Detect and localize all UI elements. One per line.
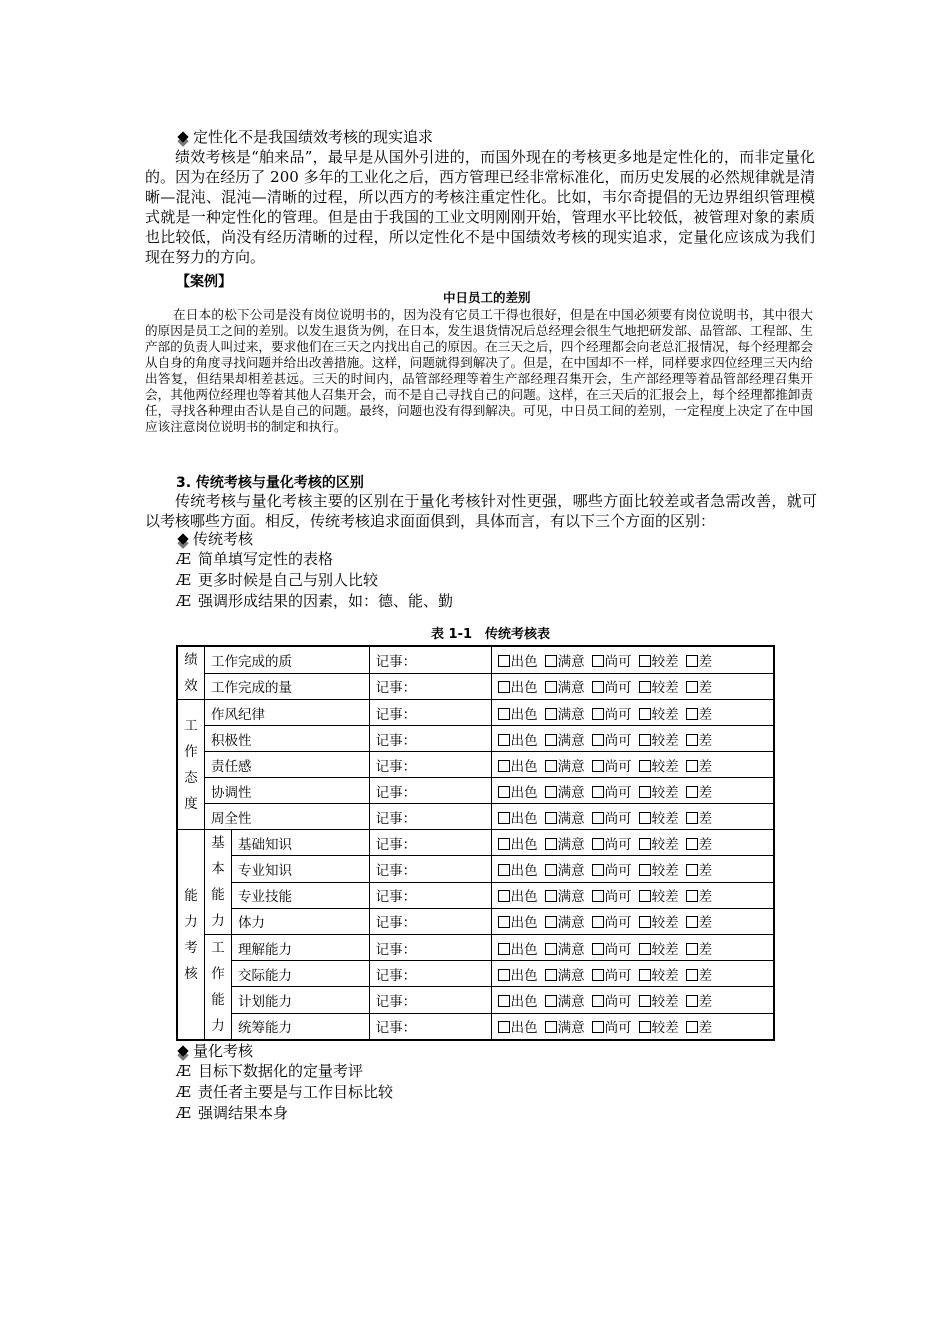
checkbox[interactable] [639,838,651,850]
checkbox[interactable] [545,1021,557,1033]
table-row [177,961,774,987]
note-cell [369,700,491,726]
section3-heading: 3. 传统考核与量化考核的区别 [176,475,364,491]
ae-bullet-icon: Æ [176,592,192,610]
item-cell: 积极性 [205,726,370,752]
traditional-label-text: 传统考核 [193,530,254,548]
rating-label: 尚可 [604,862,632,879]
checkbox[interactable] [592,786,604,798]
checkbox[interactable] [545,760,557,772]
table-row [177,700,774,726]
group-cell-performance [177,646,205,700]
item-cell: 周全性 [205,804,370,830]
ae-bullet-icon: Æ [176,1062,192,1080]
checkbox[interactable] [498,786,510,798]
checkbox[interactable] [639,786,651,798]
diamond-bullet-icon [177,131,188,142]
checkbox[interactable] [639,916,651,928]
note-cell [369,908,491,934]
rating-label: 出色 [510,889,538,906]
rating-cell [491,830,774,856]
ae-bullet-icon: Æ [176,550,192,568]
case-title: 中日员工的差别 [443,290,531,305]
rating-label: 满意 [557,784,585,801]
table-row [177,646,774,673]
checkbox[interactable] [545,734,557,746]
checkbox[interactable] [498,760,510,772]
rating-label: 出色 [510,758,538,775]
rating-label: 满意 [557,889,585,906]
checkbox[interactable] [498,812,510,824]
case-label: 【案例】 [176,274,232,290]
vertical-char: 绩 [184,652,198,668]
note-cell [369,752,491,778]
case-text: 在日本的松下公司是没有岗位说明书的，因为没有它员工干得也很好，但是在中国必须要有岗位说明书，其中很大的原因是员工之间的差别。以发生退货为例，在日本，发生退货情况后总经理会很生气地把研发部、品管部、工程部、生产部的负责人叫过来，要求他们在三天之内找出自己的原因。在三天之后，四个经理都会向老总汇报情况，每个经理都会从自身的角度寻找问题并给出改善措施。这样，问题就得到解决了。但是，在中国却不一样，同样要求四位经理三天内给出答复，但结果却相差甚远。三天的时间内，品管部经理等着生产部经理召集开会，生产部经理等着品管部经理召集开会，其他两位经理也等着其他人召集开会，而不是自己寻找自己的问题。这样，在三天后的汇报会上，每个经理都推卸责任，寻找各种理由否认是自己的问题。最终，问题也没有得到解决。可见，中日员工间的差别，一定程度上决定了在中国应该注意岗位说明书的制定和执行。 [145,307,813,434]
checkbox[interactable] [545,786,557,798]
rating-label: 差 [698,967,713,984]
table-row [177,752,774,778]
rating-label: 较差 [651,810,679,827]
note-label: 记事： [375,941,417,958]
note-label: 记事： [375,994,417,1011]
checkbox[interactable] [686,890,698,902]
checkbox[interactable] [592,969,604,981]
rating-label: 满意 [557,810,585,827]
checkbox[interactable] [686,812,698,824]
rating-cell [491,646,774,673]
note-label: 记事： [375,784,417,801]
checkbox[interactable] [686,838,698,850]
checkbox[interactable] [686,708,698,720]
table-caption: 表 1-1 传统考核表 [431,627,551,642]
checkbox[interactable] [639,943,651,955]
checkbox[interactable] [545,890,557,902]
rating-label: 出色 [510,994,538,1011]
rating-label: 满意 [557,994,585,1011]
rating-label: 较差 [651,732,679,749]
list-item [176,1082,393,1102]
rating-label: 出色 [510,732,538,749]
note-cell [369,856,491,882]
section-heading-text: 定性化不是我国绩效考核的现实追求 [193,128,434,146]
rating-cell [491,700,774,726]
checkbox[interactable] [545,838,557,850]
checkbox[interactable] [545,995,557,1007]
rating-cell [491,673,774,700]
note-label: 记事： [375,810,417,827]
rating-cell [491,987,774,1013]
vertical-char: 力 [211,1018,225,1034]
rating-label: 尚可 [604,915,632,932]
item-cell: 工作完成的质 [205,646,370,673]
rating-cell [491,961,774,987]
rating-label: 满意 [557,836,585,853]
checkbox[interactable] [686,916,698,928]
checkbox[interactable] [592,864,604,876]
diamond-bullet-icon [177,533,188,544]
rating-label: 差 [698,732,713,749]
rating-label: 出色 [510,862,538,879]
rating-label: 出色 [510,1020,538,1037]
list-item-text: 简单填写定性的表格 [198,550,334,568]
rating-cell [491,1013,774,1040]
list-item [176,591,453,611]
rating-label: 较差 [651,889,679,906]
table-row [177,804,774,830]
item-cell: 专业技能 [232,882,370,908]
vertical-char: 度 [184,795,198,812]
rating-label: 尚可 [604,1020,632,1037]
rating-cell [491,856,774,882]
checkbox[interactable] [545,864,557,876]
rating-cell [491,804,774,830]
checkbox[interactable] [686,864,698,876]
list-item [176,1061,363,1081]
checkbox[interactable] [639,734,651,746]
rating-label: 尚可 [604,653,632,670]
rating-label: 较差 [651,653,679,670]
checkbox[interactable] [639,995,651,1007]
ae-bullet-icon: Æ [176,1083,192,1101]
checkbox[interactable] [498,995,510,1007]
checkbox[interactable] [639,890,651,902]
rating-label: 较差 [651,967,679,984]
checkbox[interactable] [592,812,604,824]
item-cell: 作风纪律 [205,700,370,726]
rating-label: 较差 [651,706,679,723]
note-cell [369,673,491,700]
ae-bullet-icon: Æ [176,1104,192,1122]
checkbox[interactable] [639,760,651,772]
rating-label: 出色 [510,915,538,932]
table-row [177,830,774,856]
rating-label: 尚可 [604,836,632,853]
item-cell: 统筹能力 [232,1013,370,1040]
rating-label: 尚可 [604,680,632,697]
note-cell [369,778,491,804]
rating-label: 差 [698,706,713,723]
rating-label: 差 [698,653,713,670]
checkbox[interactable] [686,786,698,798]
rating-label: 较差 [651,915,679,932]
group-cell-ability [177,830,205,1041]
note-cell [369,1013,491,1040]
checkbox[interactable] [498,943,510,955]
rating-cell [491,935,774,961]
rating-cell [491,752,774,778]
note-label: 记事： [375,653,417,670]
checkbox[interactable] [686,943,698,955]
note-cell [369,987,491,1013]
list-item-text: 更多时候是自己与别人比较 [198,571,379,589]
rating-label: 满意 [557,941,585,958]
note-label: 记事： [375,706,417,723]
vertical-char: 工 [211,940,225,956]
rating-cell [491,882,774,908]
checkbox[interactable] [545,655,557,667]
vertical-char: 能 [211,887,225,903]
vertical-char: 本 [211,861,225,877]
checkbox[interactable] [545,969,557,981]
traditional-label [176,529,253,549]
checkbox[interactable] [498,838,510,850]
rating-label: 尚可 [604,994,632,1011]
rating-label: 出色 [510,706,538,723]
checkbox[interactable] [639,655,651,667]
list-item [176,549,333,569]
rating-label: 较差 [651,1020,679,1037]
quantified-label [176,1041,253,1061]
note-label: 记事： [375,732,417,749]
item-cell: 基础知识 [232,830,370,856]
note-label: 记事： [375,862,417,879]
rating-label: 差 [698,758,713,775]
rating-label: 满意 [557,915,585,932]
rating-cell [491,778,774,804]
rating-label: 出色 [510,784,538,801]
rating-label: 差 [698,810,713,827]
note-cell [369,882,491,908]
group-cell-work-ability [205,935,232,1041]
rating-label: 尚可 [604,810,632,827]
checkbox[interactable] [592,708,604,720]
checkbox[interactable] [498,655,510,667]
checkbox[interactable] [592,890,604,902]
list-item-text: 强调结果本身 [198,1104,289,1122]
table-row [177,908,774,934]
diamond-bullet-icon [177,1045,188,1056]
checkbox[interactable] [498,1021,510,1033]
table-row [177,1013,774,1040]
rating-label: 出色 [510,967,538,984]
rating-label: 尚可 [604,706,632,723]
qualitative-paragraph: 绩效考核是“舶来品”，最早是从国外引进的，而国外现在的考核更多地是定性化的，而非定量化的。因为在经历了 200 多年的工业化之后，西方管理已经非常标准化，而历史发展的必然规律就是清晰—混沌、混沌—清晰的过程，所以西方的考核注重定性化。比如，韦尔奇提倡的无边界组织管理模式就是一种定性化的管理。但是由于我国的工业文明刚刚开始，管理水平比较低，被管理对象的素质也比较低，尚没有经历清晰的过程，所以定性化不是中国绩效考核的现实追求，定量化应该成为我们现在努力的方向。 [145,148,815,266]
checkbox[interactable] [686,969,698,981]
checkbox[interactable] [686,734,698,746]
checkbox[interactable] [498,969,510,981]
checkbox[interactable] [592,734,604,746]
rating-label: 差 [698,994,713,1011]
rating-label: 满意 [557,706,585,723]
vertical-char: 工 [184,717,198,734]
checkbox[interactable] [686,760,698,772]
vertical-char: 能 [184,887,198,904]
checkbox[interactable] [686,1021,698,1033]
checkbox[interactable] [592,838,604,850]
checkbox[interactable] [498,916,510,928]
rating-cell [491,908,774,934]
section-heading-qualitative [176,127,433,147]
checkbox[interactable] [592,1021,604,1033]
checkbox[interactable] [592,681,604,693]
rating-label: 出色 [510,941,538,958]
checkbox[interactable] [498,864,510,876]
checkbox[interactable] [498,681,510,693]
note-label: 记事： [375,967,417,984]
note-label: 记事： [375,889,417,906]
list-item-text: 目标下数据化的定量考评 [198,1062,364,1080]
rating-label: 较差 [651,758,679,775]
rating-label: 满意 [557,680,585,697]
vertical-char: 作 [184,743,198,760]
checkbox[interactable] [639,1021,651,1033]
vertical-char: 基 [211,835,225,851]
vertical-char: 力 [184,913,198,930]
checkbox[interactable] [686,681,698,693]
evaluation-table [176,645,775,1041]
vertical-char: 作 [211,966,225,982]
vertical-char: 考 [184,939,198,956]
checkbox[interactable] [545,916,557,928]
vertical-char: 核 [184,965,198,982]
checkbox[interactable] [639,969,651,981]
rating-label: 差 [698,1020,713,1037]
item-cell: 交际能力 [232,961,370,987]
list-item [176,570,378,590]
note-cell [369,935,491,961]
rating-label: 满意 [557,653,585,670]
table-row [177,673,774,700]
note-label: 记事： [375,836,417,853]
rating-label: 满意 [557,1020,585,1037]
rating-label: 差 [698,862,713,879]
table-row [177,726,774,752]
item-cell: 责任感 [205,752,370,778]
item-cell: 专业知识 [232,856,370,882]
rating-label: 尚可 [604,941,632,958]
checkbox[interactable] [545,943,557,955]
rating-label: 差 [698,784,713,801]
rating-label: 差 [698,941,713,958]
list-item [176,1103,288,1123]
checkbox[interactable] [498,708,510,720]
list-item-text: 责任者主要是与工作目标比较 [198,1083,394,1101]
group-cell-basic-ability [205,830,232,935]
item-cell: 协调性 [205,778,370,804]
ae-bullet-icon: Æ [176,571,192,589]
rating-label: 尚可 [604,889,632,906]
list-item-text: 强调形成结果的因素，如：德、能、勤 [198,592,454,610]
checkbox[interactable] [639,864,651,876]
table-row [177,856,774,882]
checkbox[interactable] [686,995,698,1007]
rating-label: 尚可 [604,784,632,801]
rating-label: 差 [698,915,713,932]
checkbox[interactable] [592,916,604,928]
rating-label: 满意 [557,862,585,879]
checkbox[interactable] [592,760,604,772]
checkbox[interactable] [498,734,510,746]
rating-label: 较差 [651,994,679,1011]
vertical-char: 力 [211,913,225,929]
rating-label: 尚可 [604,732,632,749]
group-cell-attitude [177,700,205,830]
note-cell [369,726,491,752]
checkbox[interactable] [545,812,557,824]
rating-label: 满意 [557,732,585,749]
note-cell [369,646,491,673]
checkbox[interactable] [686,655,698,667]
checkbox[interactable] [639,812,651,824]
note-label: 记事： [375,680,417,697]
rating-label: 出色 [510,836,538,853]
note-cell [369,830,491,856]
table-row [177,987,774,1013]
quantified-label-text: 量化考核 [193,1042,254,1060]
vertical-char: 效 [184,678,198,694]
note-label: 记事： [375,758,417,775]
table-row [177,935,774,961]
rating-label: 差 [698,889,713,906]
checkbox[interactable] [639,681,651,693]
rating-label: 满意 [557,758,585,775]
rating-label: 较差 [651,862,679,879]
rating-cell [491,726,774,752]
checkbox[interactable] [592,943,604,955]
vertical-char: 能 [211,992,225,1008]
note-cell [369,961,491,987]
checkbox[interactable] [545,708,557,720]
rating-label: 尚可 [604,967,632,984]
note-label: 记事： [375,915,417,932]
rating-label: 出色 [510,810,538,827]
rating-label: 较差 [651,784,679,801]
rating-label: 差 [698,680,713,697]
item-cell: 体力 [232,908,370,934]
table-row [177,778,774,804]
checkbox[interactable] [498,890,510,902]
rating-label: 较差 [651,836,679,853]
note-cell [369,804,491,830]
rating-label: 出色 [510,680,538,697]
item-cell: 理解能力 [232,935,370,961]
rating-label: 较差 [651,941,679,958]
checkbox[interactable] [592,655,604,667]
item-cell: 计划能力 [232,987,370,1013]
rating-label: 差 [698,836,713,853]
item-cell: 工作完成的量 [205,673,370,700]
note-label: 记事： [375,1020,417,1037]
checkbox[interactable] [639,708,651,720]
rating-label: 满意 [557,967,585,984]
rating-label: 出色 [510,653,538,670]
table-row [177,882,774,908]
rating-label: 尚可 [604,758,632,775]
section3-paragraph: 传统考核与量化考核主要的区别在于量化考核针对性更强，哪些方面比较差或者急需改善，就可以考核哪些方面。相反，传统考核追求面面俱到，具体而言，有以下三个方面的区别： [145,492,817,530]
checkbox[interactable] [592,995,604,1007]
vertical-char: 态 [184,769,198,786]
rating-label: 较差 [651,680,679,697]
checkbox[interactable] [545,681,557,693]
